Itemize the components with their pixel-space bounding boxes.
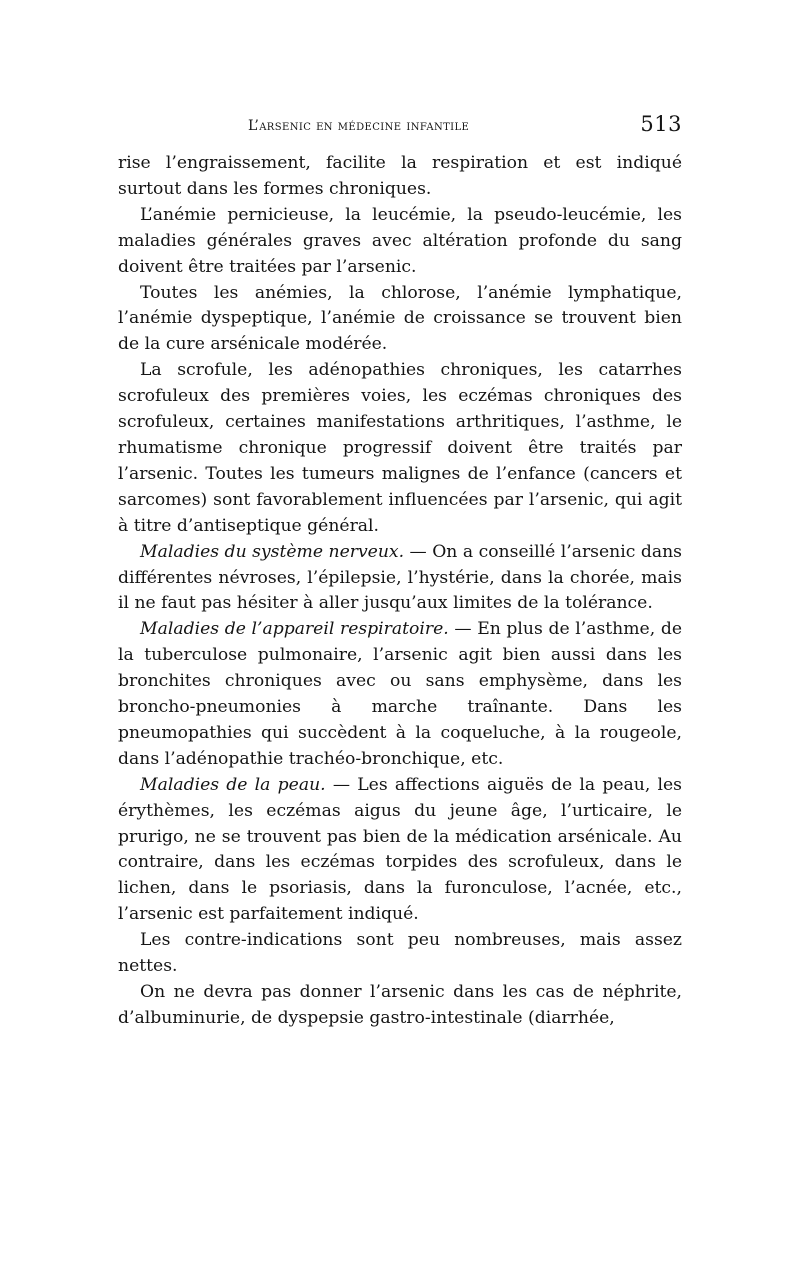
paragraph-text: — En plus de l’asthme, de la tuberculose pulmonaire, l’arsenic agit bien aussi dans les bronchites chroniques avec ou sans emphysème, dans les broncho-pneumonies à marche traînante. Dans les pneumopathies qui succèdent à la coqueluche, à la rougeole, dans l’adénopathie trachéo-bronchique, etc. xyxy=(118,619,682,769)
running-title: L’arsenic en médecine infantile xyxy=(248,118,470,134)
paragraph-text: On ne devra pas donner l’arsenic dans les cas de néphrite, d’albuminurie, de dyspepsie gastro-intestinale (diarrhée, xyxy=(118,982,682,1028)
paragraph-respiratory xyxy=(118,617,682,772)
paragraph-text: — On a conseillé l’arsenic dans différentes névroses, l’épilepsie, l’hystérie, dans la chorée, mais il ne faut pas hésiter à aller jusqu’aux limites de la tolérance. xyxy=(118,541,682,614)
section-heading: Maladies du système nerveux. xyxy=(140,541,405,562)
paragraph-text: Les contre-indications sont peu nombreuses, mais assez nettes. xyxy=(118,930,682,977)
paragraph-continuation xyxy=(118,151,682,203)
paragraph xyxy=(118,928,682,980)
page-number: 513 xyxy=(640,112,682,136)
running-head xyxy=(118,112,682,142)
body-text xyxy=(118,151,682,1032)
paragraph-text: L’anémie pernicieuse, la leucémie, la pseudo-leucémie, les maladies générales graves avec altération profonde du sang doivent être traitées par l’arsenic. xyxy=(118,204,682,277)
paragraph-text: — Les affections aiguës de la peau, les érythèmes, les eczémas aigus du jeune âge, l’urticaire, le prurigo, ne se trouvent pas bien de la médication arsénicale. Au contraire, dans les eczémas torpides des scrofuleux, dans le lichen, dans le psoriasis, dans la furonculose, l’acnée, etc., l’arsenic est parfaitement indiqué. xyxy=(118,774,682,925)
paragraph xyxy=(118,203,682,281)
paragraph xyxy=(118,358,682,539)
section-heading: Maladies de l’appareil respiratoire. xyxy=(140,619,449,640)
paragraph xyxy=(118,980,682,1032)
section-heading: Maladies de la peau. xyxy=(140,774,326,795)
paragraph xyxy=(118,281,682,359)
paragraph-text: rise l’engraissement, facilite la respiration et est indiqué surtout dans les formes chroniques. xyxy=(118,153,682,199)
paragraph-text: Toutes les anémies, la chlorose, l’anémie lymphatique, l’anémie dyspeptique, l’anémie de croissance se trouvent bien de la cure arsénicale modérée. xyxy=(118,282,682,355)
paragraph-skin xyxy=(118,773,682,928)
paragraph-text: La scrofule, les adénopathies chroniques, les catarrhes scrofuleux des premières voies, les eczémas chroniques des scrofuleux, certaines manifestations arthritiques, l’asthme, le rhumatisme chronique progressif doivent être traités par l’arsenic. Toutes les tumeurs malignes de l’enfance (cancers et sarcomes) sont favorablement influencées par l’arsenic, qui agit à titre d’antiseptique général. xyxy=(118,360,682,536)
paragraph-nervous-system xyxy=(118,540,682,618)
